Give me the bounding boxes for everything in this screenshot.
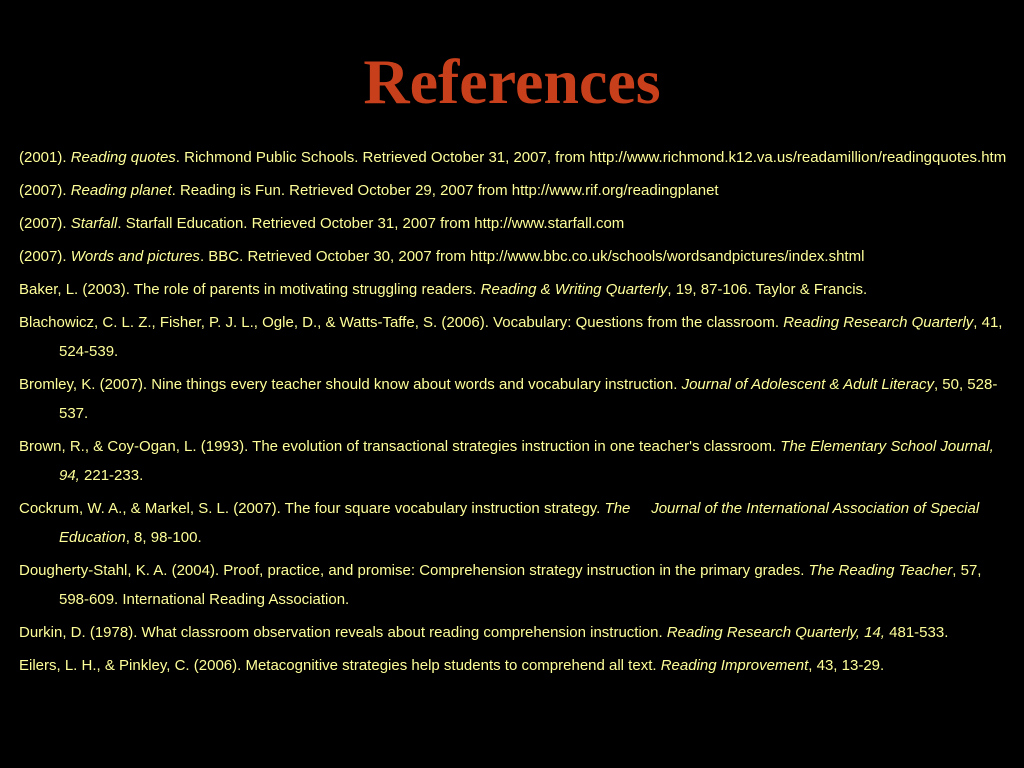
reference-text: 481-533. — [884, 624, 949, 641]
reference-source-title: Reading & Writing Quarterly — [480, 281, 668, 298]
reference-entry — [19, 275, 1015, 304]
reference-text: Cockrum, W. A., & Markel, S. L. (2007). The four square vocabulary instruction strategy. — [19, 500, 605, 517]
reference-text: , 8, 98-100. — [125, 529, 202, 546]
reference-source-title: Reading planet — [70, 182, 172, 199]
reference-text: Durkin, D. (1978). What classroom observation reveals about reading comprehension instruction. — [19, 624, 667, 641]
reference-source-title: The Elementary School Journal, 94, — [59, 438, 998, 484]
reference-text: , 41, 524-539. — [59, 314, 1007, 360]
reference-text: . Starfall Education. Retrieved October 31, 2007 from http://www.starfall.com — [117, 215, 625, 232]
reference-text: Bromley, K. (2007). Nine things every teacher should know about words and vocabulary instruction. — [19, 376, 682, 393]
reference-text: 221-233. — [79, 467, 144, 484]
reference-source-title: Reading Improvement — [660, 657, 809, 674]
reference-entry — [19, 432, 1015, 490]
reference-entry — [19, 370, 1015, 428]
reference-text: Brown, R., & Coy-Ogan, L. (1993). The evolution of transactional strategies instruction in one teacher's classroom. — [19, 438, 781, 455]
reference-text: , 50, 528-537. — [59, 376, 998, 422]
reference-text: , 57, 598-609. International Reading Association. — [59, 562, 986, 608]
reference-list — [19, 143, 1015, 684]
reference-text: (2007). — [19, 215, 71, 232]
reference-text: (2007). — [19, 182, 71, 199]
reference-source-title: Reading quotes — [70, 149, 176, 166]
reference-text: . Reading is Fun. Retrieved October 29, 2007 from http://www.rif.org/readingplanet — [171, 182, 719, 199]
reference-entry — [19, 176, 1015, 205]
reference-source-title: Words and pictures — [70, 248, 200, 265]
reference-entry — [19, 618, 1015, 647]
reference-text: , 19, 87-106. Taylor & Francis. — [667, 281, 868, 298]
reference-source-title: Reading Research Quarterly, 14, — [666, 624, 885, 641]
reference-source-title: Reading Research Quarterly — [783, 314, 974, 331]
slide-title: References — [363, 46, 661, 117]
reference-text: (2001). — [19, 149, 71, 166]
reference-text: . Richmond Public Schools. Retrieved October 31, 2007, from http://www.richmond.k12.va.us/readamillion/readingquotes.htm — [175, 149, 1007, 166]
reference-entry — [19, 651, 1015, 680]
reference-text: . BBC. Retrieved October 30, 2007 from http://www.bbc.co.uk/schools/wordsandpictures/index.shtml — [199, 248, 865, 265]
reference-source-title: Starfall — [70, 215, 118, 232]
reference-text: Blachowicz, C. L. Z., Fisher, P. J. L., Ogle, D., & Watts-Taffe, S. (2006). Vocabulary: Questions from the classroom. — [19, 314, 784, 331]
reference-source-title: Journal of Adolescent & Adult Literacy — [681, 376, 934, 393]
reference-entry — [19, 242, 1015, 271]
reference-entry — [19, 209, 1015, 238]
reference-entry — [19, 308, 1015, 366]
reference-entry — [19, 494, 1015, 552]
reference-text: Dougherty-Stahl, K. A. (2004). Proof, practice, and promise: Comprehension strategy instruction in the primary grades. — [19, 562, 809, 579]
reference-text: Baker, L. (2003). The role of parents in motivating struggling readers. — [19, 281, 481, 298]
reference-text: (2007). — [19, 248, 71, 265]
reference-text: Eilers, L. H., & Pinkley, C. (2006). Metacognitive strategies help students to comprehend all text. — [19, 657, 661, 674]
reference-text: , 43, 13-29. — [808, 657, 885, 674]
reference-entry — [19, 143, 1015, 172]
reference-source-title: The Journal of the International Association of Special Education — [59, 500, 984, 546]
reference-entry — [19, 556, 1015, 614]
reference-source-title: The Reading Teacher — [808, 562, 953, 579]
